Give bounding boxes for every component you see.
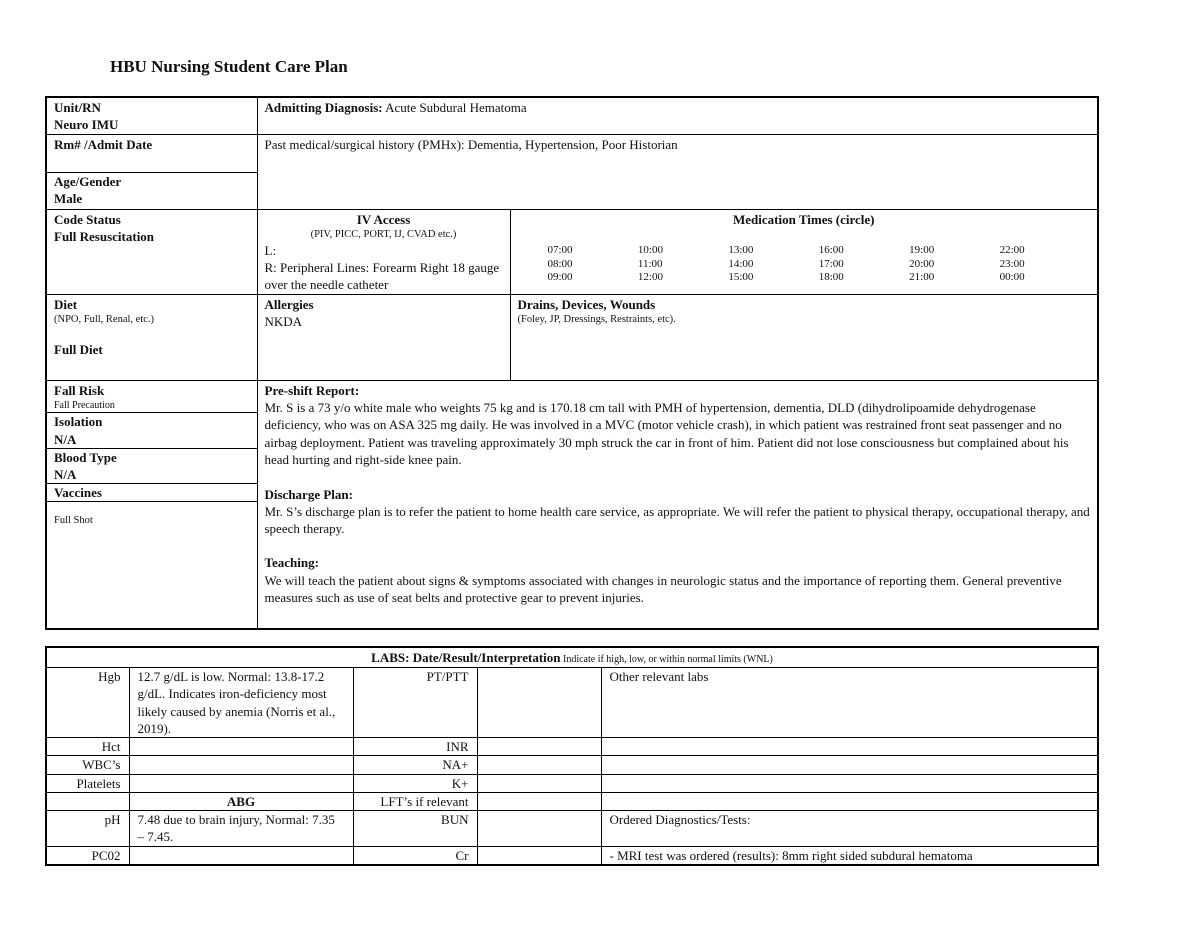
iv-right: R: Peripheral Lines: Forearm Right 18 gauge over the needle catheter	[264, 259, 500, 292]
discharge-label: Discharge Plan:	[264, 486, 353, 502]
cr-value	[477, 846, 601, 865]
isolation-label: Isolation	[54, 414, 103, 430]
report-label: Pre-shift Report:	[264, 383, 360, 399]
bun-label: BUN	[353, 810, 477, 846]
pc02-value	[129, 846, 353, 865]
admitting-label: Admitting Diagnosis:	[264, 100, 383, 115]
code-label: Code Status	[54, 211, 121, 227]
labs-header	[46, 647, 1098, 668]
med-time[interactable]: 17:00	[818, 257, 844, 270]
isolation-value: N/A	[54, 431, 77, 447]
med-time[interactable]: 18:00	[818, 271, 844, 284]
bun-value	[477, 810, 601, 846]
med-time[interactable]: 11:00	[637, 257, 663, 270]
hct-value	[129, 738, 353, 756]
fall-label: Fall Risk	[54, 383, 105, 399]
other-labs-row	[601, 774, 1098, 792]
med-time[interactable]: 14:00	[728, 257, 754, 270]
ph-label: pH	[46, 810, 129, 846]
rm-label: Rm# /Admit Date	[54, 137, 153, 153]
pmhx-text: Past medical/surgical history (PMHx): Dementia, Hypertension, Poor Historian	[264, 137, 678, 153]
drains-sub: (Foley, JP, Dressings, Restraints, etc).	[517, 314, 676, 326]
wbc-value	[129, 756, 353, 774]
na-value	[477, 756, 601, 774]
lft-value	[477, 792, 601, 810]
diet-cell	[46, 295, 257, 381]
fall-value: Fall Precaution	[54, 400, 115, 412]
med-time[interactable]: 20:00	[909, 257, 935, 270]
med-time[interactable]: 15:00	[728, 271, 754, 284]
inr-label: INR	[353, 738, 477, 756]
diet-value: Full Diet	[54, 342, 103, 358]
labs-table	[45, 646, 1099, 866]
cr-label: Cr	[353, 846, 477, 865]
med-time[interactable]: 08:00	[547, 257, 573, 270]
abg-blank	[46, 792, 129, 810]
med-time[interactable]: 22:00	[999, 243, 1025, 256]
iv-sub: (PIV, PICC, PORT, IJ, CVAD etc.)	[310, 228, 457, 240]
k-label: K+	[353, 774, 477, 792]
med-time[interactable]: 13:00	[728, 243, 754, 256]
admitting-value: Acute Subdural Hematoma	[382, 100, 527, 115]
allergies-value: NKDA	[264, 314, 303, 330]
platelets-label: Platelets	[46, 774, 129, 792]
na-label: NA+	[353, 756, 477, 774]
meds-cell	[510, 209, 1098, 294]
inr-value	[477, 738, 601, 756]
other-labs-row	[601, 738, 1098, 756]
mri-result: - MRI test was ordered (results): 8mm right sided subdural hematoma	[601, 846, 1098, 865]
k-value	[477, 774, 601, 792]
labs-header-title: LABS: Date/Result/Interpretation	[371, 650, 561, 665]
allergies-label: Allergies	[264, 297, 314, 313]
med-times-grid	[518, 244, 1091, 285]
page-title: HBU Nursing Student Care Plan	[110, 57, 348, 76]
ptptt-label: PT/PTT	[353, 668, 477, 738]
discharge-text: Mr. S’s discharge plan is to refer the patient to home health care service, as appropriate. We will refer the patient to physical therapy, occupational therapy, and speech therapy.	[264, 504, 1090, 537]
med-time[interactable]: 07:00	[547, 243, 573, 256]
blood-label: Blood Type	[54, 449, 117, 465]
diet-label: Diet	[54, 297, 78, 313]
code-cell	[46, 209, 257, 294]
hgb-label: Hgb	[46, 668, 129, 738]
med-time[interactable]: 21:00	[909, 271, 935, 284]
hgb-value: 12.7 g/dL is low. Normal: 13.8-17.2 g/dL. Indicates iron-deficiency most likely caused by anemia (Norris et al., 2019).	[129, 668, 353, 738]
allergies-cell	[257, 295, 510, 381]
med-time[interactable]: 19:00	[909, 243, 935, 256]
iv-cell	[257, 209, 510, 294]
med-time[interactable]: 23:00	[999, 257, 1025, 270]
med-time[interactable]: 12:00	[637, 271, 663, 284]
unit-cell	[46, 97, 257, 135]
age-label: Age/Gender	[54, 174, 122, 190]
blood-value: N/A	[54, 466, 77, 482]
lft-label: LFT’s if relevant	[353, 792, 477, 810]
status-cell	[46, 381, 257, 629]
code-value: Full Resuscitation	[54, 228, 155, 244]
age-value: Male	[54, 191, 83, 207]
ph-value: 7.48 due to brain injury, Normal: 7.35 – 7.45.	[129, 810, 353, 846]
teaching-label: Teaching:	[264, 555, 319, 571]
meds-label: Medication Times (circle)	[732, 211, 875, 227]
wbc-label: WBC’s	[46, 756, 129, 774]
vaccines-value: Full Shot	[54, 515, 93, 527]
abg-label: ABG	[129, 792, 353, 810]
drains-cell	[510, 295, 1098, 381]
iv-label: IV Access	[356, 211, 411, 227]
care-plan-table	[45, 96, 1099, 630]
labs-header-note: Indicate if high, low, or within normal limits (WNL)	[560, 654, 773, 665]
other-labs-row	[601, 792, 1098, 810]
unit-value: Neuro IMU	[54, 117, 119, 133]
other-labs: Other relevant labs	[601, 668, 1098, 738]
vaccines-label: Vaccines	[54, 485, 102, 501]
ptptt-value	[477, 668, 601, 738]
rm-age-cell	[46, 135, 257, 209]
hct-label: Hct	[46, 738, 129, 756]
unit-label: Unit/RN	[54, 100, 101, 115]
med-time[interactable]: 16:00	[818, 243, 844, 256]
diet-sub: (NPO, Full, Renal, etc.)	[54, 314, 155, 326]
ordered-tests-label: Ordered Diagnostics/Tests:	[601, 810, 1098, 846]
admitting-cell	[257, 97, 1098, 135]
teaching-text: We will teach the patient about signs & symptoms associated with changes in neurologic status and the importance of reporting them. General preventive measures such as use of seat belts and protective gear to prevent injuries.	[264, 572, 1062, 605]
med-time[interactable]: 09:00	[547, 271, 573, 284]
report-cell	[257, 381, 1098, 629]
platelets-value	[129, 774, 353, 792]
report-text: Mr. S is a 73 y/o white male who weights 75 kg and is 170.18 cm tall with PMH of hypertension, dementia, DLD (dihydrolipoamide dehydrogenase deficiency, who was on ASA 325 mg daily. He was involved in a MVC (motor vehicle crash), in which patient was restrained front seat passenger and no airbag deployment. Patient was traveling approximately 30 mph struck the car in front of him. Patient did not lose consciousness but complained about his head hurting and right-side knee pain.	[264, 400, 1069, 467]
med-time[interactable]: 00:00	[999, 271, 1025, 284]
pmhx-cell	[257, 135, 1098, 209]
pc02-label: PC02	[46, 846, 129, 865]
drains-label: Drains, Devices, Wounds	[517, 297, 656, 313]
other-labs-row	[601, 756, 1098, 774]
med-time[interactable]: 10:00	[637, 243, 663, 256]
iv-left: L:	[264, 242, 277, 258]
